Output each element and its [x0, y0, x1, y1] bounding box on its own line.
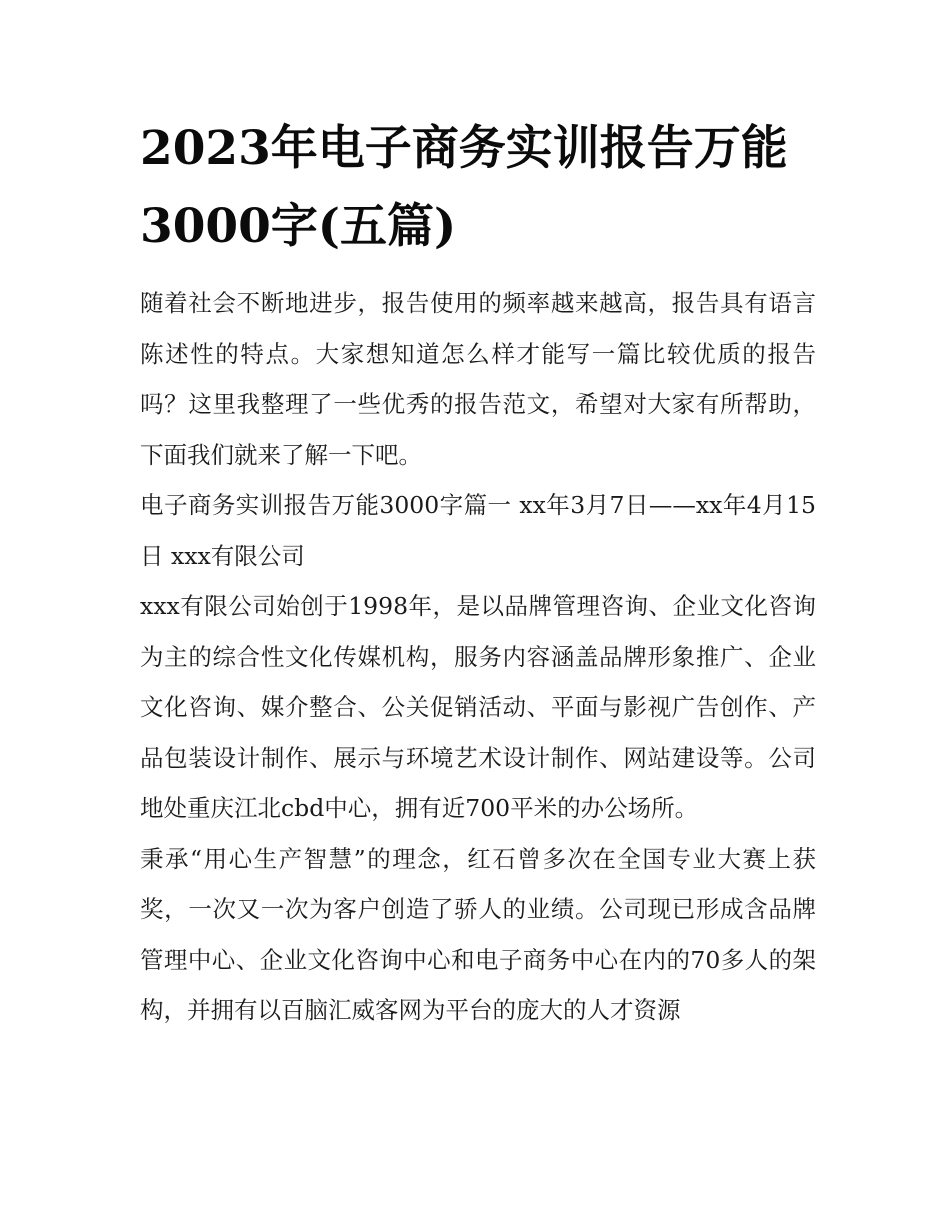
intro-paragraph: 随着社会不断地进步，报告使用的频率越来越高，报告具有语言陈述性的特点。大家想知道怎么样才能写一篇比较优质的报告吗？这里我整理了一些优秀的报告范文，希望对大家有所帮助，下面我们就来了解一下吧。 [140, 289, 816, 469]
document-page [140, 110, 816, 1036]
document-title: 2023年电子商务实训报告万能3000字(五篇) [140, 121, 788, 254]
company-intro-paragraph: xxx有限公司始创于1998年，是以品牌管理咨询、企业文化咨询为主的综合性文化传媒机构，服务内容涵盖品牌形象推广、企业文化咨询、媒介整合、公关促销活动、平面与影视广告创作、产品包装设计制作、展示与环境艺术设计制作、网站建设等。公司地处重庆江北cbd中心，拥有近700平米的办公场所。 [140, 592, 816, 822]
report-header-paragraph: 电子商务实训报告万能3000字篇一 xx年3月7日——xx年4月15日 xxx有限公司 [140, 491, 816, 570]
company-philosophy-paragraph: 秉承“用心生产智慧”的理念，红石曾多次在全国专业大赛上获奖，一次又一次为客户创造了骄人的业绩。公司现已形成含品牌管理中心、企业文化咨询中心和电子商务中心在内的70多人的架构，并拥有以百脑汇威客网为平台的庞大的人才资源 [140, 844, 816, 1024]
